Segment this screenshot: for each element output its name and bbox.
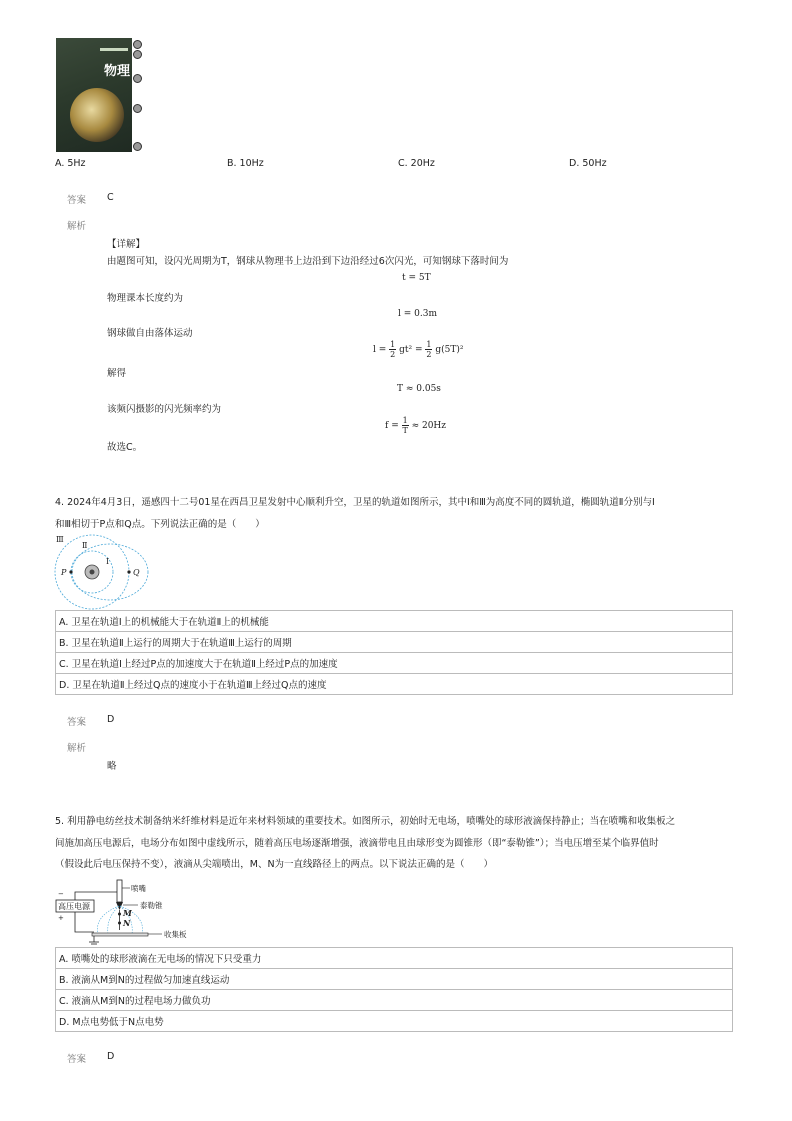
q3-analysis-heading: 【详解】	[107, 239, 146, 250]
q3-option-b[interactable]: B. 10Hz	[227, 158, 264, 169]
label-III: Ⅲ	[56, 535, 64, 544]
q4-option-b[interactable]: B. 卫星在轨道Ⅱ上运行的周期大于在轨道Ⅲ上运行的周期	[56, 632, 733, 653]
flash-ball	[133, 50, 142, 59]
label-P: P	[61, 568, 67, 577]
q3-analysis-line1: 由题图可知，设闪光周期为T，钢球从物理书上边沿到下边沿经过6次闪光，可知钢球下落时间为	[107, 256, 509, 267]
q4-orbit-figure	[54, 534, 164, 610]
collector-plate	[92, 933, 148, 936]
q3-eq3	[373, 340, 463, 359]
earth-core	[90, 570, 95, 575]
label-N: N	[123, 918, 131, 928]
eq3-frac2: $\frac{1}{2}$	[426, 340, 432, 359]
q3-analysis-label: 解析	[67, 221, 87, 232]
flash-ball-column	[133, 40, 141, 152]
label-I: Ⅰ	[106, 557, 110, 566]
q3-eq4: T ≈ 0.05s	[397, 384, 441, 394]
q3-eq1: t = 5T	[402, 273, 431, 283]
q3-eq5	[385, 416, 446, 435]
q5-options-table	[55, 947, 733, 1032]
power-minus: −	[58, 890, 64, 898]
q4-answer: D	[107, 714, 115, 725]
field-line-1	[97, 906, 119, 934]
q4-option-c[interactable]: C. 卫星在轨道Ⅰ上经过P点的加速度大于在轨道Ⅱ上经过P点的加速度	[56, 653, 733, 674]
eq5-rhs: ≈ 20Hz	[411, 421, 447, 431]
q3-answer: C	[107, 192, 114, 203]
eq3-mid: gt² =	[399, 345, 423, 355]
point-N	[118, 922, 121, 925]
q4-option-a[interactable]: A. 卫星在轨道Ⅰ上的机械能大于在轨道Ⅱ上的机械能	[56, 611, 733, 632]
q5-electrospinning-figure	[54, 876, 224, 946]
q5-stem-line2: 间施加高压电源后，电场分布如图中虚线所示，随着高压电场逐渐增强，液滴带电且由球形变为圆锥形（即“泰勒锥”）；当电压增至某个临界值时	[55, 838, 659, 849]
point-Q	[127, 570, 130, 573]
eq5-lhs: f =	[385, 421, 399, 431]
label-II: Ⅱ	[82, 541, 88, 550]
book-photo	[56, 38, 132, 152]
eq3-rhs: g(5T)²	[435, 345, 464, 355]
taylor-cone	[116, 902, 123, 910]
q5-stem-line3: （假设此后电压保持不变），液滴从尖端喷出，M、N为一直线路径上的两点。以下说法正确的是（ ）	[55, 859, 494, 870]
q5-stem-line1: 5. 利用静电纺丝技术制备纳米纤维材料是近年来材料领域的重要技术。如图所示，初始时无电场，喷嘴处的球形液滴保持静止；当在喷嘴和收集板之	[55, 816, 676, 827]
flash-ball	[133, 40, 142, 49]
eq3-frac: $\frac{1}{2}$	[390, 340, 396, 359]
book-cover-band	[100, 48, 128, 51]
cone-label: 泰勒锥	[140, 901, 163, 910]
q3-analysis-line2: 物理课本长度约为	[107, 293, 184, 304]
q4-option-d[interactable]: D. 卫星在轨道Ⅱ上经过Q点的速度小于在轨道Ⅲ上经过Q点的速度	[56, 674, 733, 695]
flash-ball	[133, 142, 142, 151]
nozzle-label: 喷嘴	[131, 884, 146, 893]
q4-analysis: 略	[107, 761, 117, 772]
point-M	[118, 913, 121, 916]
q3-option-c[interactable]: C. 20Hz	[398, 158, 435, 169]
q4-analysis-label: 解析	[67, 743, 87, 754]
q4-stem-line2: 和Ⅲ相切于P点和Q点。下列说法正确的是（ ）	[55, 519, 265, 530]
power-plus: +	[58, 914, 64, 922]
q3-option-a[interactable]: A. 5Hz	[55, 158, 86, 169]
q3-option-d[interactable]: D. 50Hz	[569, 158, 607, 169]
q5-answer-label: 答案	[67, 1054, 87, 1065]
point-P	[69, 570, 72, 573]
flash-ball	[133, 74, 142, 83]
label-Q: Q	[133, 568, 140, 577]
q5-option-d[interactable]: D. M点电势低于N点电势	[56, 1011, 733, 1032]
q4-stem-line1: 4. 2024年4月3日，遥感四十二号01星在西昌卫星发射中心顺利升空，卫星的轨道如图所示，其中Ⅰ和Ⅲ为高度不同的圆轨道，椭圆轨道Ⅱ分别与Ⅰ	[55, 497, 655, 508]
q5-option-a[interactable]: A. 喷嘴处的球形液滴在无电场的情况下只受重力	[56, 948, 733, 969]
q3-analysis-line5: 该频闪摄影的闪光频率约为	[107, 404, 222, 415]
eq3-lhs: l =	[373, 345, 387, 355]
label-M: M	[123, 908, 132, 918]
wire-top	[75, 892, 119, 900]
book-photo-spot	[70, 88, 124, 142]
orbit-diagram	[54, 534, 164, 610]
q5-option-b[interactable]: B. 液滴从M到N的过程做匀加速直线运动	[56, 969, 733, 990]
collector-label: 收集板	[164, 930, 187, 939]
q5-option-c[interactable]: C. 液滴从M到N的过程电场力做负功	[56, 990, 733, 1011]
q3-analysis-line3: 钢球做自由落体运动	[107, 328, 193, 339]
electrospinning-diagram	[54, 876, 224, 946]
q4-options-table	[55, 610, 733, 695]
eq5-frac: $\frac{1}{T}$	[402, 416, 408, 435]
q3-conclusion: 故选C。	[107, 442, 143, 453]
wire-bottom	[75, 912, 94, 932]
q3-analysis-line4: 解得	[107, 368, 127, 379]
field-line-2	[108, 906, 119, 934]
power-label: 高压电源	[58, 902, 90, 911]
nozzle	[117, 880, 122, 902]
q5-answer: D	[107, 1051, 115, 1062]
flash-ball	[133, 104, 142, 113]
q3-answer-label: 答案	[67, 195, 87, 206]
book-cover-title: 物理	[104, 64, 131, 79]
q3-eq2: l = 0.3m	[398, 309, 437, 319]
q4-answer-label: 答案	[67, 717, 87, 728]
